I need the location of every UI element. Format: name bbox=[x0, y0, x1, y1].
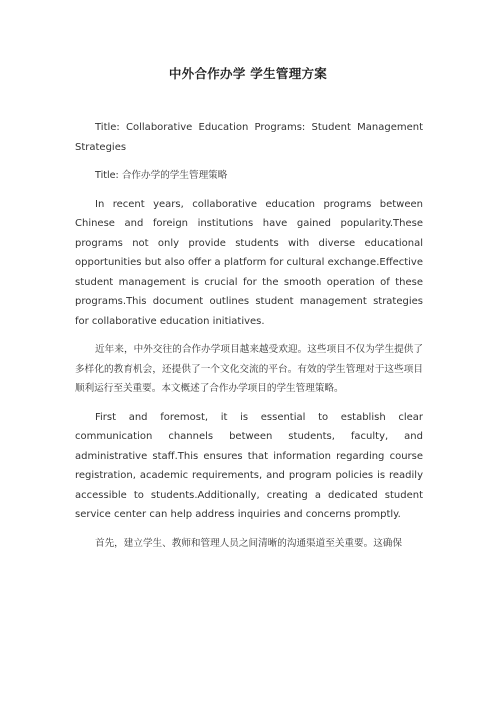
document-body bbox=[75, 118, 423, 562]
paragraph-title-cn: Title: 合作办学的学生管理策略 bbox=[95, 170, 228, 181]
paragraph-point1-cn: 首先，建立学生、教师和管理人员之间清晰的沟通渠道至关重要。这确保 bbox=[95, 537, 402, 549]
paragraph-intro-cn: 近年来，中外交往的合作办学项目越来越受欢迎。这些项目不仅为学生提供了多样化的教育机会，还提供了一个文化交流的平台。有效的学生管理对于这些项目顺利运行至关重要。本文概述了合作办学项目的学生管理策略。 bbox=[75, 344, 423, 394]
paragraph-point1-en: First and foremost, it is essential to establish clear communication channels between students, faculty, and administrative staff.This ensures that information regarding course registration, academic requirements, and program policies is readily accessible to students.Additionally, creating a dedicated student service center can help address inquiries and concerns promptly. bbox=[75, 411, 423, 520]
paragraph-intro-en: In recent years, collaborative education programs between Chinese and foreign institutions have gained popularity.These programs not only provide students with diverse educational opportunities but also offer a platform for cultural exchange.Effective student management is crucial for the smooth operation of these programs.This document outlines student management strategies for collaborative education initiatives. bbox=[75, 198, 423, 327]
paragraph-title-en: Title: Collaborative Education Programs: Student Management Strategies bbox=[75, 122, 423, 153]
document-title: 中外合作办学 学生管理方案 bbox=[168, 66, 328, 81]
